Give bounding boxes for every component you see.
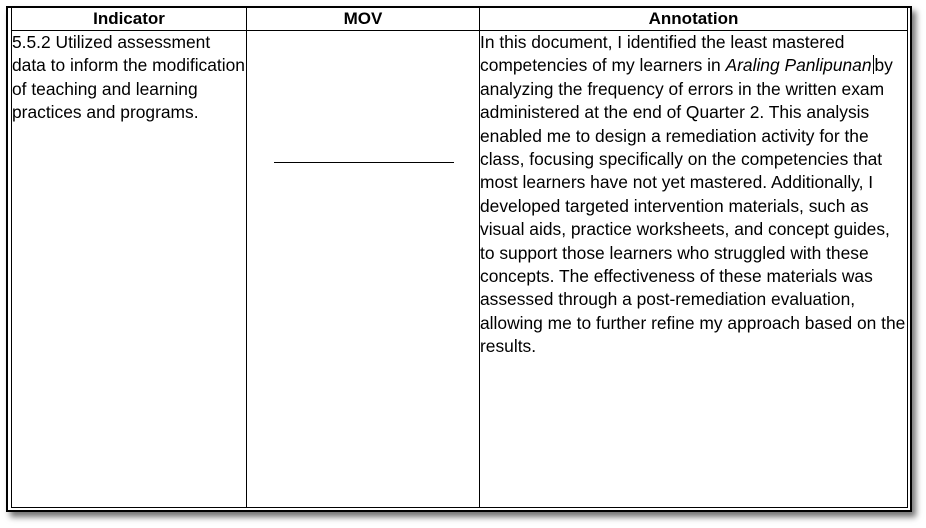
text-cursor-mark [873,55,874,74]
annotation-text-part-1: In this document, I identified the least mastered competencies of my learners in [480,32,845,76]
indicator-text: 5.5.2 Utilized assessment data to inform the modification of teaching and learning practices and programs. [12,32,245,123]
annotation-text [480,31,907,359]
indicator-cell [12,31,247,508]
table-row [12,31,908,508]
annotation-cell [480,31,908,508]
annotation-text-part-2: by analyzing the frequency of errors in the written exam administered at the end of Quarter 2. This analysis enabled me to design a remediation activity for the class, focusing specifically on the competencies that most learners have not yet mastered. Additionally, I developed targeted intervention materials, such as visual aids, practice worksheets, and concept guides, to support those learners who struggled with these concepts. The effectiveness of these materials was assessed through a post-remediation evaluation, allowing me to further refine my approach based on the results. [480,55,906,357]
header-mov: MOV [247,8,480,31]
header-indicator: Indicator [12,8,247,31]
header-annotation: Annotation [480,8,908,31]
indicator-mov-annotation-table [11,7,908,508]
mov-cell [247,31,480,508]
annotation-italic-subject: Araling Panlipunan [725,55,872,76]
mov-blank-line [274,162,454,163]
table-header-row [12,8,908,31]
